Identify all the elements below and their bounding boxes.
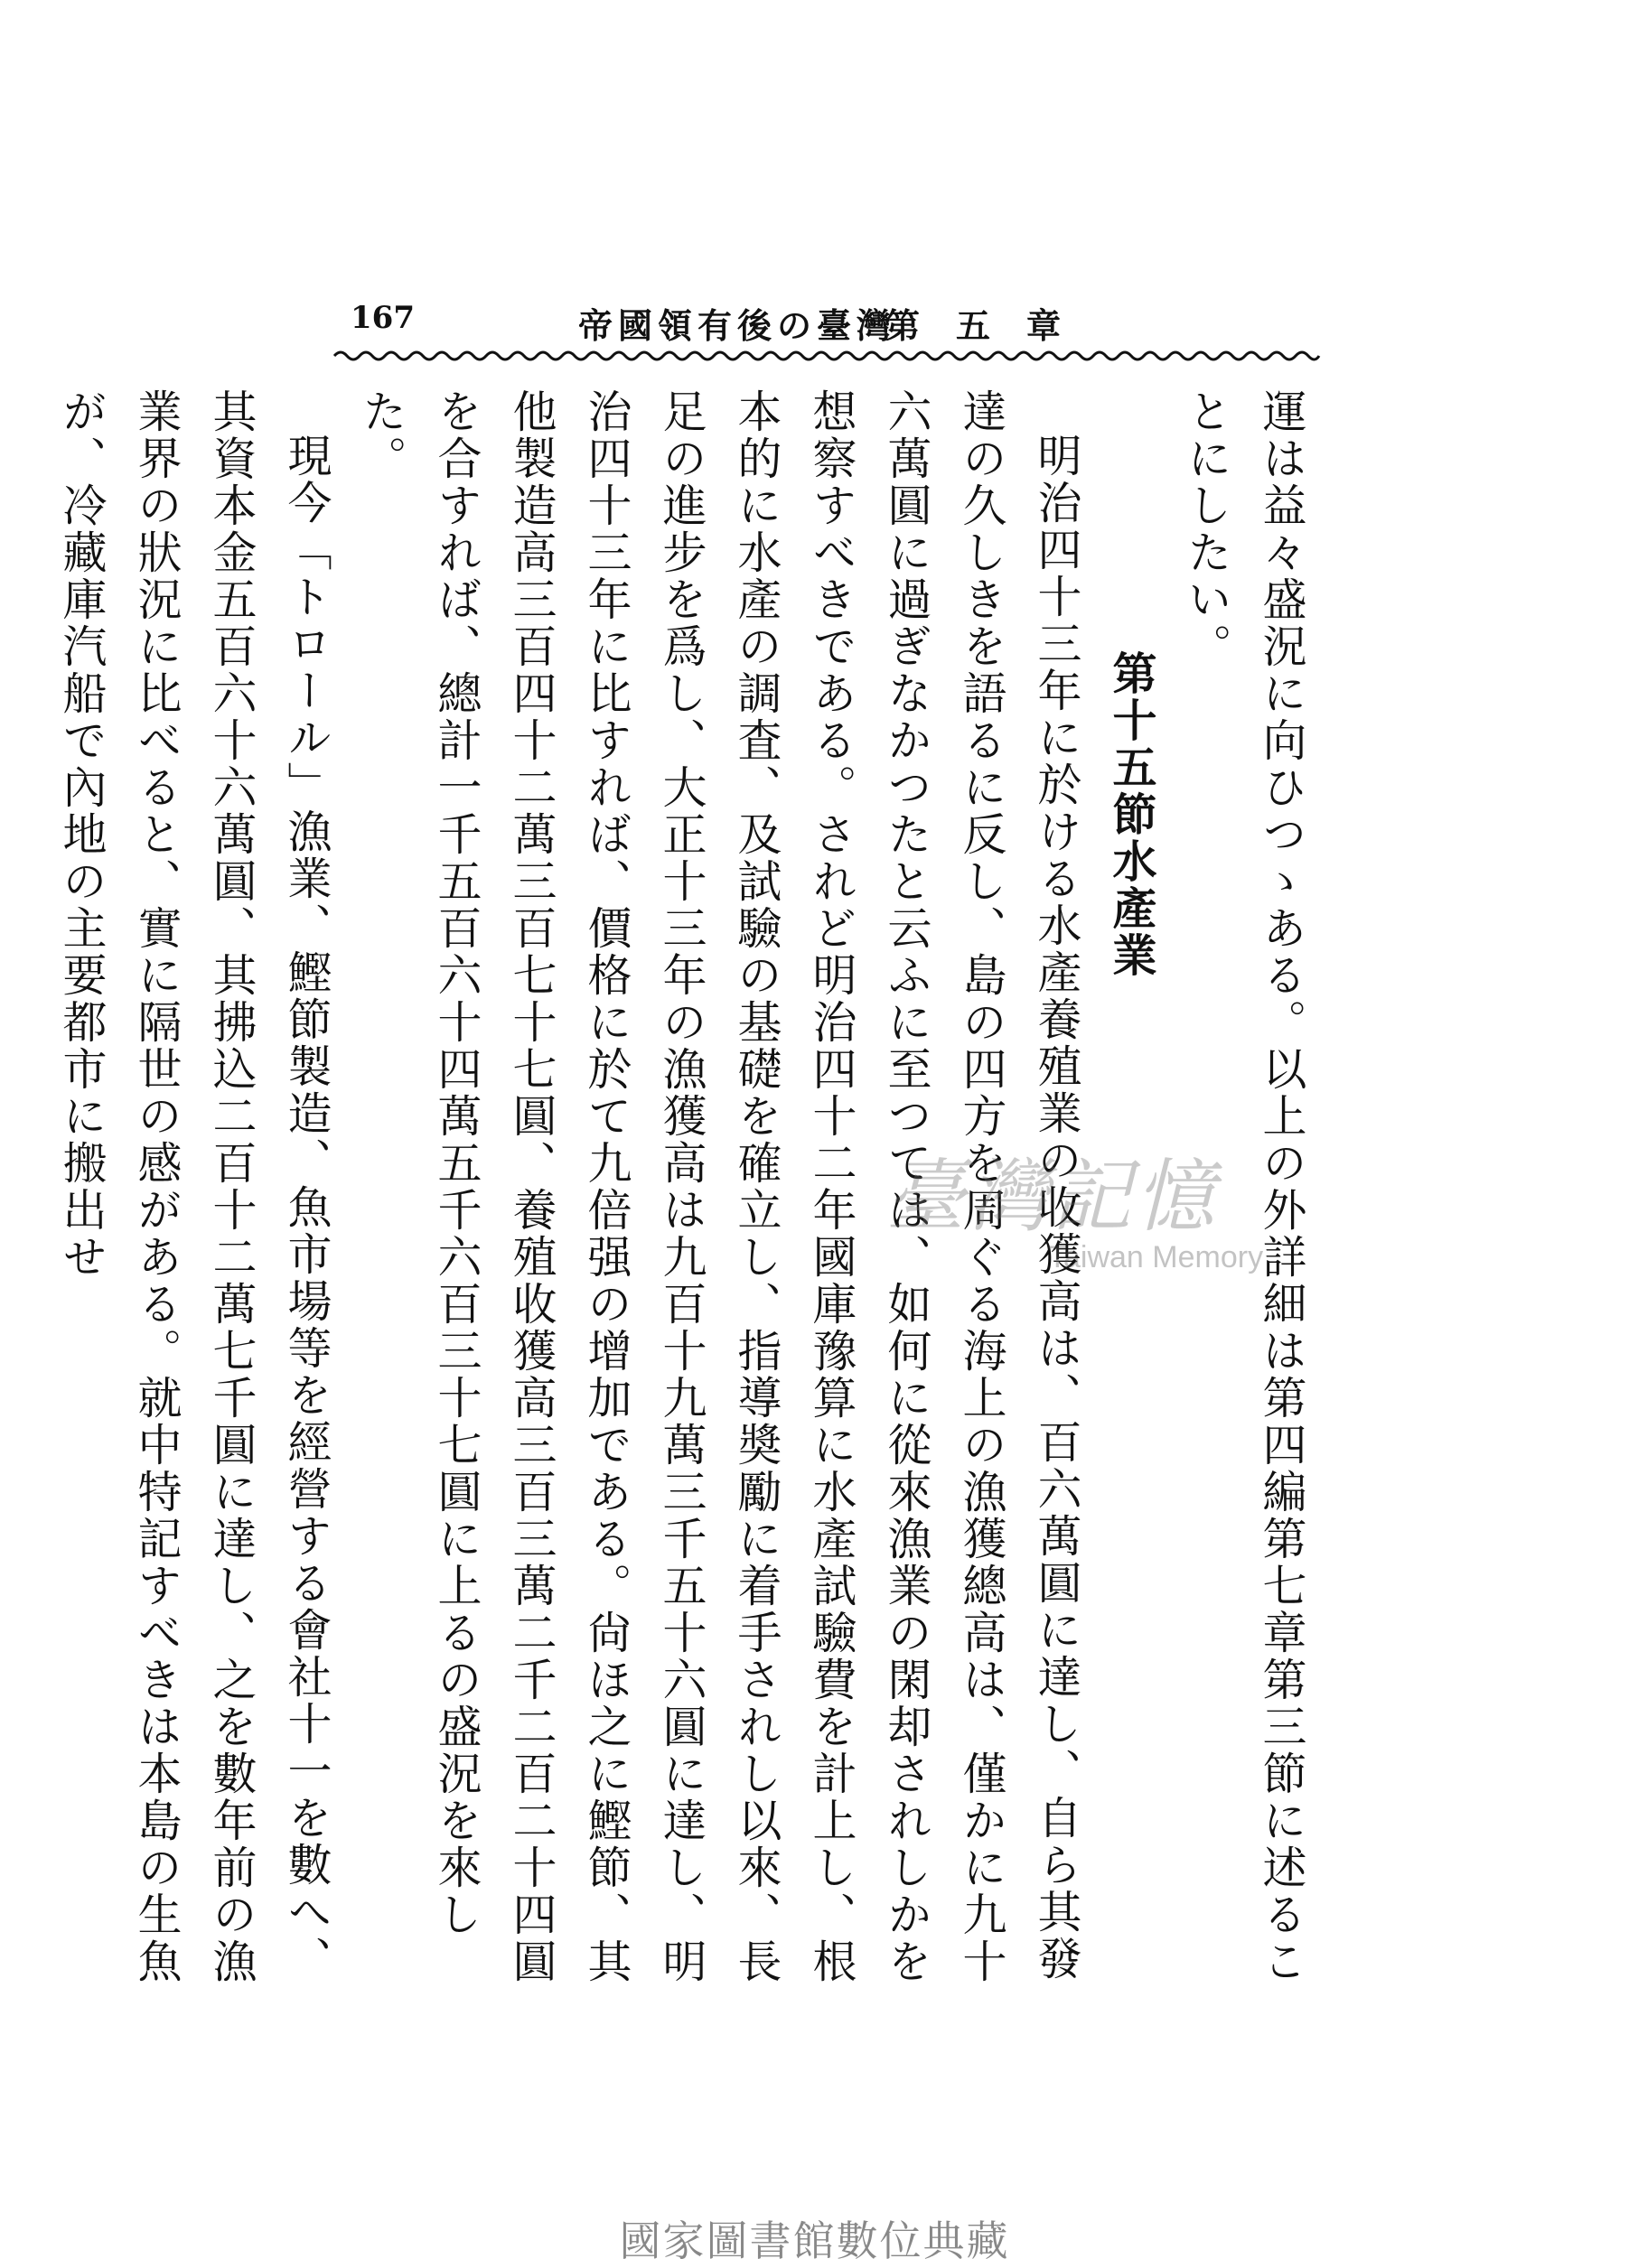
- archive-footer-label: 國家圖書館數位典藏: [619, 2217, 1010, 2265]
- watermark-cjk-text: 臺灣記憶: [885, 1150, 1219, 1243]
- running-section-title: 帝國領有後の臺灣: [578, 306, 897, 346]
- chapter-label: 第五章: [885, 306, 1098, 346]
- header-wavy-rule: [334, 345, 1319, 367]
- section-number: 第十五節: [1106, 650, 1157, 838]
- body-paragraph: 現今「トロール」漁業、鰹節製造、魚市場等を經營する會社十一を數へ、其資本金五百六十六萬圓、其拂込二百十二萬七千圓に達し、之を數年前の漁業界の狀況に比べると、實に隔世の感がある。就中特記すべきは本島の生魚が、冷藏庫汽船で內地の主要都市に搬出せ: [56, 388, 332, 1985]
- watermark-latin-text: Taiwan Memory: [1048, 1240, 1264, 1274]
- watermark-logo: [885, 1134, 1310, 1314]
- body-paragraph: 明治四十三年に於ける水產養殖業の收獲高は、百六萬圓に達し、自ら其發達の久しきを語るに反し、島の四方を周ぐる海上の漁獲總高は、僅かに九十六萬圓に過ぎなかつたと云ふに至つては、如何に從來漁業の閑却されしかを想察すべきである。されど明治四十二年國庫豫算に水產試驗費を計上し、根本的に水產の調査、及試驗の基礎を確立し、指導奬勵に着手されし以來、長足の進步を爲し、大正十三年の漁獲高は九百十九萬三千五十六圓に達し、明治四十三年に比すれば、價格に於て九倍强の增加である。尙ほ之に鰹節、其他製造高三百四十二萬三百七十七圓、養殖收獲高三百三萬二千二百二十四圓を合すれば、總計一千五百六十四萬五千六百三十七圓に上るの盛況を來した。: [356, 388, 1082, 1985]
- section-heading-title: 水產業: [1106, 838, 1157, 979]
- carryover-paragraph: 運は益々盛況に向ひつゝある。以上の外詳細は第四編第七章第三節に述ることにしたい。: [1181, 388, 1307, 1985]
- page-number: 167: [351, 300, 415, 336]
